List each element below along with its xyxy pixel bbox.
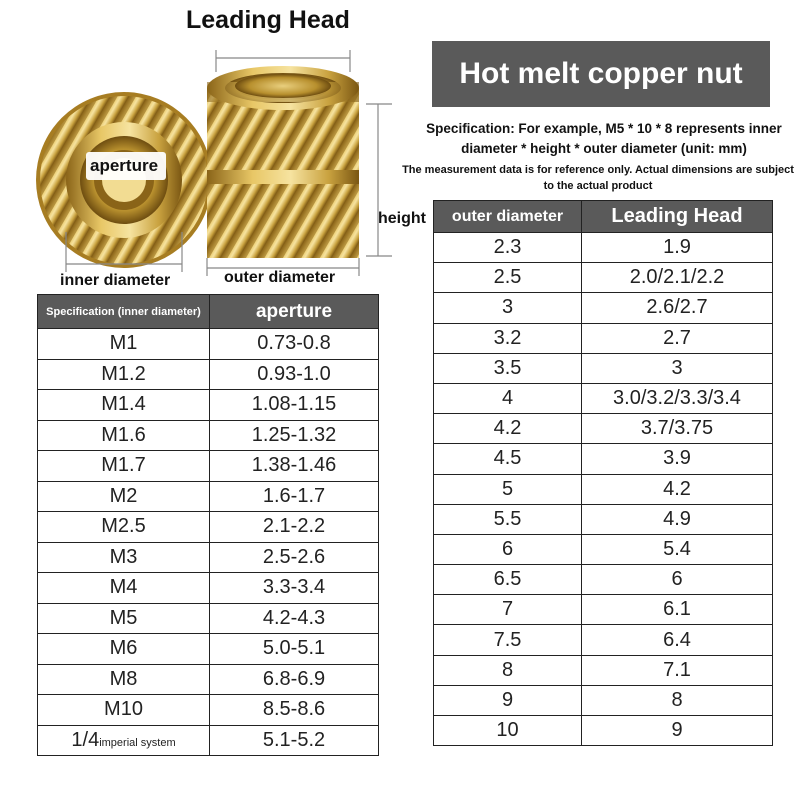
table-row [38,390,379,421]
leading-head-cell: 2.6/2.7 [582,293,773,323]
aperture-cell: 0.73-0.8 [210,329,379,360]
spec-cell: M10 [38,695,210,726]
aperture-cell: 1.25-1.32 [210,420,379,451]
spec-cell: M1 [38,329,210,360]
leading-head-cell: 6.4 [582,625,773,655]
aperture-cell: 4.2-4.3 [210,603,379,634]
outer-diameter-cell: 7.5 [434,625,582,655]
table-row [38,420,379,451]
outer-diameter-cell: 3.5 [434,353,582,383]
aperture-cell: 8.5-8.6 [210,695,379,726]
table-row [38,481,379,512]
aperture-cell: 2.5-2.6 [210,542,379,573]
outer-diameter-cell: 2.5 [434,263,582,293]
table-row [38,603,379,634]
table-row [434,534,773,564]
table-row [434,474,773,504]
table-row [38,695,379,726]
right-nut [207,66,359,258]
aperture-cell: 0.93-1.0 [210,359,379,390]
table-row [38,451,379,482]
leading-head-cell: 5.4 [582,534,773,564]
leading-head-cell: 2.0/2.1/2.2 [582,263,773,293]
table-row [38,542,379,573]
leading-head-cell: 3.0/3.2/3.3/3.4 [582,383,773,413]
outer-diameter-label: outer diameter [224,269,336,286]
leading-head-cell: 9 [582,716,773,746]
specification-text: Specification: For example, M5 * 10 * 8 represents inner diameter * height * outer diameter (unit: mm) [426,121,782,156]
header-leading-head: Leading Head [582,201,773,233]
leading-head-table-body [434,233,773,746]
table-row [434,323,773,353]
table-row [434,383,773,413]
spec-cell: M1.7 [38,451,210,482]
header-specification: Specification (inner diameter) [38,295,210,329]
table-row [434,293,773,323]
outer-diameter-cell: 6.5 [434,565,582,595]
table-header-row [434,201,773,233]
spec-cell: M1.6 [38,420,210,451]
outer-diameter-cell: 4.5 [434,444,582,474]
header-aperture: aperture [210,295,379,329]
leading-head-table [433,200,773,746]
outer-diameter-cell: 6 [434,534,582,564]
outer-diameter-cell: 7 [434,595,582,625]
leading-head-cell: 3 [582,353,773,383]
table-row [434,414,773,444]
aperture-cell: 1.08-1.15 [210,390,379,421]
leading-head-cell: 2.7 [582,323,773,353]
spec-cell: M8 [38,664,210,695]
table-row [434,685,773,715]
table-row [434,625,773,655]
product-illustration [0,0,420,295]
left-nut [36,92,212,268]
table-header-row [38,295,379,329]
table-row [434,565,773,595]
outer-diameter-cell: 5 [434,474,582,504]
table-row [434,444,773,474]
spec-cell [38,725,210,756]
leading-head-cell: 6.1 [582,595,773,625]
brass-nuts-image [0,0,420,295]
leading-head-cell: 1.9 [582,233,773,263]
leading-head-cell: 4.2 [582,474,773,504]
table-row [434,263,773,293]
table-row [434,655,773,685]
outer-diameter-cell: 4.2 [434,414,582,444]
leading-head-cell: 4.9 [582,504,773,534]
table-row [38,725,379,756]
outer-diameter-cell: 3.2 [434,323,582,353]
outer-diameter-cell: 4 [434,383,582,413]
product-banner: Hot melt copper nut [432,41,770,107]
table-row [38,634,379,665]
table-row [38,329,379,360]
leading-head-cell: 8 [582,685,773,715]
table-row [434,504,773,534]
spec-value: 1/4 [71,728,100,751]
spec-cell: M6 [38,634,210,665]
leading-head-cell: 7.1 [582,655,773,685]
illustration-title: Leading Head [186,6,350,34]
table-row [38,573,379,604]
spec-cell: M2 [38,481,210,512]
spec-cell: M3 [38,542,210,573]
inner-diameter-label: inner diameter [60,272,171,289]
aperture-cell: 2.1-2.2 [210,512,379,543]
table-row [38,664,379,695]
table-row [434,353,773,383]
reference-note: The measurement data is for reference only. Actual dimensions are subject to the actual product [402,164,794,192]
table-row [434,595,773,625]
aperture-cell: 6.8-6.9 [210,664,379,695]
table-row [38,359,379,390]
aperture-cell: 1.6-1.7 [210,481,379,512]
spec-cell: M2.5 [38,512,210,543]
table-row [38,512,379,543]
aperture-table [37,294,379,756]
spec-cell: M5 [38,603,210,634]
outer-diameter-cell: 8 [434,655,582,685]
aperture-cell: 3.3-3.4 [210,573,379,604]
outer-diameter-cell: 3 [434,293,582,323]
header-outer-diameter: outer diameter [434,201,582,233]
aperture-cell: 5.1-5.2 [210,725,379,756]
imperial-system-label: imperial system [99,736,176,749]
leading-head-cell: 3.9 [582,444,773,474]
outer-diameter-cell: 5.5 [434,504,582,534]
outer-diameter-cell: 9 [434,685,582,715]
table-row [434,233,773,263]
leading-head-cell: 3.7/3.75 [582,414,773,444]
height-label: height [378,210,426,227]
aperture-table-body [38,329,379,756]
aperture-cell: 5.0-5.1 [210,634,379,665]
table-row [434,716,773,746]
aperture-label: aperture [90,156,159,175]
outer-diameter-cell: 10 [434,716,582,746]
spec-cell: M1.2 [38,359,210,390]
aperture-cell: 1.38-1.46 [210,451,379,482]
spec-cell: M4 [38,573,210,604]
outer-diameter-cell: 2.3 [434,233,582,263]
spec-cell: M1.4 [38,390,210,421]
leading-head-cell: 6 [582,565,773,595]
